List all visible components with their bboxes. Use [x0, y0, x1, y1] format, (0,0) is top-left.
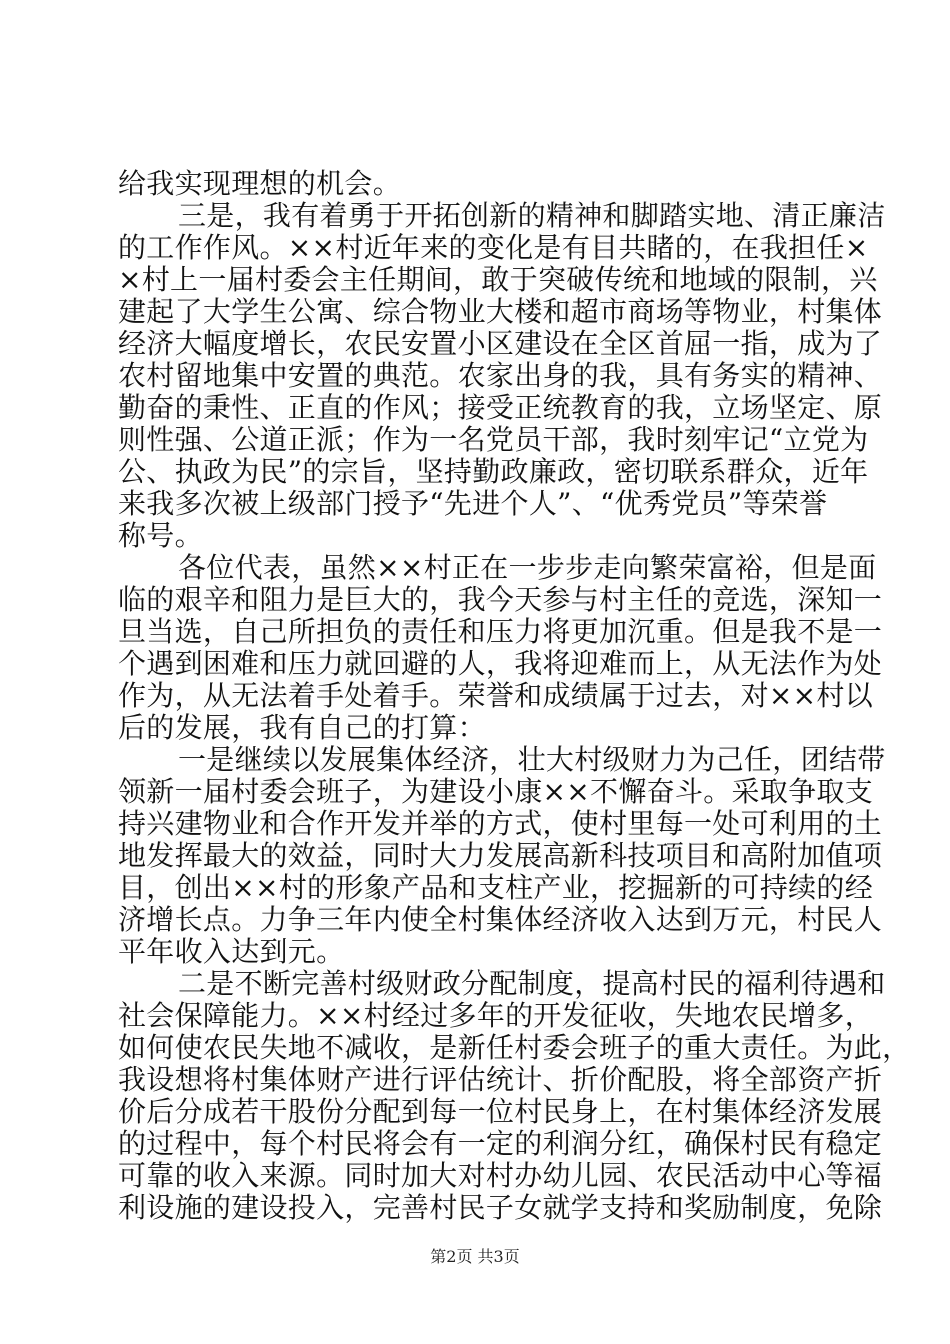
- text-line: 来我多次被上级部门授予“先进个人”、“优秀党员”等荣誉: [118, 487, 828, 520]
- text-line: 领新一届村委会班子，为建设小康××不懈奋斗。采取争取支: [118, 775, 874, 808]
- text-line: 平年收入达到元。: [118, 935, 345, 968]
- text-line: 作为，从无法着手处着手。荣誉和成绩属于过去，对××村以: [118, 679, 874, 712]
- text-line: 价后分成若干股份分配到每一位村民身上，在村集体经济发展: [118, 1095, 883, 1128]
- text-line: 济增长点。力争三年内使全村集体经济收入达到万元，村民人: [118, 903, 883, 936]
- text-line: 三是，我有着勇于开拓创新的精神和脚踏实地、清正廉洁: [178, 199, 886, 232]
- text-line: 建起了大学生公寓、综合物业大楼和超市商场等物业，村集体: [118, 295, 883, 328]
- text-line: 目，创出××村的形象产品和支柱产业，挖掘新的可持续的经: [118, 871, 874, 904]
- text-line: 个遇到困难和压力就回避的人，我将迎难而上，从无法作为处: [118, 647, 883, 680]
- text-line: 则性强、公道正派；作为一名党员干部，我时刻牢记“立党为: [118, 423, 869, 456]
- text-line: 地发挥最大的效益，同时大力发展高新科技项目和高附加值项: [118, 839, 883, 872]
- text-line: 各位代表，虽然××村正在一步步走向繁荣富裕，但是面: [178, 551, 877, 584]
- text-line: 利设施的建设投入，完善村民子女就学支持和奖励制度，免除: [118, 1191, 883, 1224]
- text-line: 我设想将村集体财产进行评估统计、折价配股，将全部资产折: [118, 1063, 883, 1096]
- text-line: 如何使农民失地不减收，是新任村委会班子的重大责任。为此，: [118, 1031, 911, 1064]
- text-line: 公、执政为民”的宗旨，坚持勤政廉政，密切联系群众，近年: [118, 455, 869, 488]
- text-line: 社会保障能力。××村经过多年的开发征收，失地农民增多，: [118, 999, 874, 1032]
- text-line: 可靠的收入来源。同时加大对村办幼儿园、农民活动中心等福: [118, 1159, 883, 1192]
- text-line: 临的艰辛和阻力是巨大的，我今天参与村主任的竞选，深知一: [118, 583, 883, 616]
- text-line: 农村留地集中安置的典范。农家出身的我，具有务实的精神、: [118, 359, 883, 392]
- text-line: 的工作作风。××村近年来的变化是有目共睹的，在我担任×: [118, 231, 869, 264]
- text-line: 勤奋的秉性、正直的作风；接受正统教育的我，立场坚定、原: [118, 391, 883, 424]
- document-body: [118, 167, 911, 1224]
- page-footer: 第2页 共3页: [430, 1247, 520, 1266]
- text-line: 的过程中，每个村民将会有一定的利润分红，确保村民有稳定: [118, 1127, 883, 1160]
- text-line: 一是继续以发展集体经济，壮大村级财力为己任，团结带: [178, 743, 886, 776]
- text-line: 给我实现理想的机会。: [118, 167, 402, 200]
- text-line: 称号。: [118, 519, 203, 552]
- text-line: 后的发展，我有自己的打算：: [118, 711, 486, 744]
- text-line: 二是不断完善村级财政分配制度，提高村民的福利待遇和: [178, 967, 886, 1000]
- text-line: 旦当选，自己所担负的责任和压力将更加沉重。但是我不是一: [118, 615, 883, 648]
- text-line: ×村上一届村委会主任期间，敢于突破传统和地域的限制，兴: [118, 263, 878, 296]
- text-line: 经济大幅度增长，农民安置小区建设在全区首屈一指，成为了: [118, 327, 883, 360]
- text-line: 持兴建物业和合作开发并举的方式，使村里每一处可利用的土: [118, 807, 883, 840]
